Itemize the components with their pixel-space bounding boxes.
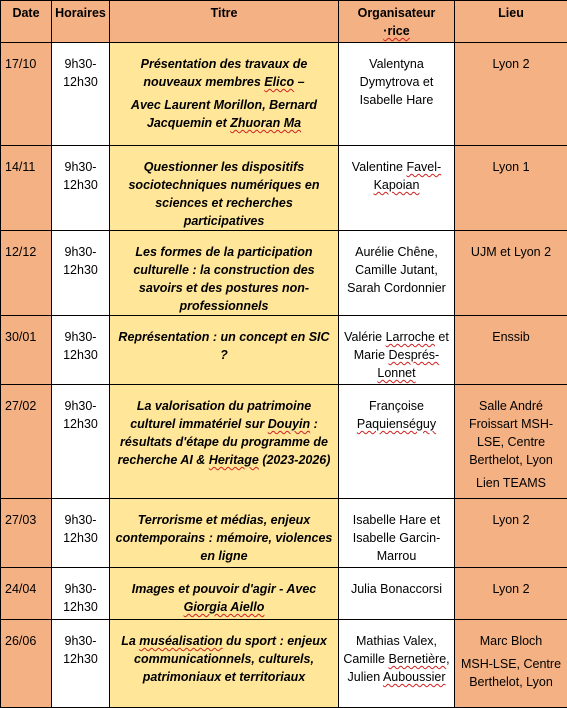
header-organizer-line1: Organisateur	[339, 4, 454, 22]
row-place: UJM et Lyon 2	[455, 231, 567, 316]
row-organizer-part: Bernetière	[388, 652, 446, 666]
row-hours	[52, 231, 110, 316]
header-organizer-line2: ·rice	[339, 22, 454, 40]
row-hours-end: 12h30	[52, 529, 109, 547]
table-row	[1, 620, 567, 708]
table-row	[1, 499, 567, 568]
row-date: 14/11	[1, 146, 52, 231]
table-row	[1, 43, 567, 146]
row-date: 26/06	[1, 620, 52, 708]
row-organizer-part: Larroche	[386, 330, 435, 344]
row-place: Enssib	[455, 316, 567, 385]
row-title-part: Zhuoran Ma	[230, 116, 301, 130]
row-date: 27/03	[1, 499, 52, 568]
row-organizer-part: Valentine	[352, 160, 407, 174]
header-row	[1, 1, 567, 43]
row-place: Lyon 2	[455, 568, 567, 620]
row-organizer-part: et Marie	[354, 330, 449, 362]
header-hours: Horaires	[52, 1, 110, 43]
row-organizer: Isabelle Hare et Isabelle Garcin-Marrou	[339, 499, 455, 568]
row-hours-start: 9h30-	[52, 632, 109, 650]
row-hours	[52, 568, 110, 620]
row-organizer: Aurélie Chêne, Camille Jutant, Sarah Cordonnier	[339, 231, 455, 316]
row-place-name: Salle André Froissart MSH-LSE, Centre Berthelot, Lyon	[457, 397, 565, 469]
row-title-part: muséalisation	[139, 634, 222, 648]
row-hours-end: 12h30	[52, 346, 109, 364]
row-organizer: Julia Bonaccorsi	[339, 568, 455, 620]
table-row	[1, 568, 567, 620]
row-date: 30/01	[1, 316, 52, 385]
table-row	[1, 385, 567, 499]
row-title-part: Elico	[264, 75, 294, 89]
row-hours-end: 12h30	[52, 176, 109, 194]
table-row	[1, 316, 567, 385]
row-organizer-part: Françoise	[369, 399, 424, 413]
row-title-part: La	[121, 634, 139, 648]
row-hours-start: 9h30-	[52, 328, 109, 346]
row-title: Questionner les dispositifs sociotechniques numériques en sciences et recherches participatives	[110, 146, 339, 231]
table-row	[1, 231, 567, 316]
row-place-detail: MSH-LSE, Centre Berthelot, Lyon	[457, 655, 565, 691]
row-title-part: Images et pouvoir d'agir - Avec	[132, 582, 317, 596]
row-place: Lyon 1	[455, 146, 567, 231]
row-organizer-part: Després-Lonnet	[377, 348, 439, 380]
row-organizer: Valentyna Dymytrova et Isabelle Hare	[339, 43, 455, 146]
row-title	[110, 43, 339, 146]
row-title-part: du sport : enjeux communicationnels, culturels, patrimoniaux et territoriaux	[134, 634, 327, 684]
row-hours-end: 12h30	[52, 598, 109, 616]
row-hours-start: 9h30-	[52, 580, 109, 598]
row-title	[110, 385, 339, 499]
header-title: Titre	[110, 1, 339, 43]
row-place-name: Marc Bloch	[457, 632, 565, 650]
row-organizer	[339, 316, 455, 385]
row-organizer-part: Paquienséguy	[357, 417, 436, 431]
row-organizer	[339, 385, 455, 499]
header-date: Date	[1, 1, 52, 43]
row-organizer-part: Favel-Kapoian	[374, 160, 442, 192]
row-hours-end: 12h30	[52, 415, 109, 433]
row-title: Représentation : un concept en SIC ?	[110, 316, 339, 385]
row-hours-start: 9h30-	[52, 158, 109, 176]
table-row	[1, 146, 567, 231]
row-hours	[52, 316, 110, 385]
row-hours	[52, 385, 110, 499]
row-date: 24/04	[1, 568, 52, 620]
row-hours-end: 12h30	[52, 73, 109, 91]
row-organizer-part: Valérie	[344, 330, 385, 344]
row-organizer-part: , Julien	[348, 652, 450, 684]
row-organizer	[339, 620, 455, 708]
row-date: 12/12	[1, 231, 52, 316]
row-hours	[52, 499, 110, 568]
header-place: Lieu	[455, 1, 567, 43]
row-title-part: Douyin	[268, 417, 310, 431]
row-place: Lyon 2	[455, 499, 567, 568]
row-title-part: Giorgia Aiello	[184, 600, 265, 614]
row-organizer	[339, 146, 455, 231]
header-organizer	[339, 1, 455, 43]
row-title-part: Heritage	[209, 453, 259, 467]
row-place: Lyon 2	[455, 43, 567, 146]
row-title-part: Avec Laurent Morillon, Bernard Jacquemin et	[131, 98, 317, 130]
row-hours-end: 12h30	[52, 261, 109, 279]
row-title: Terrorisme et médias, enjeux contemporains : mémoire, violences en ligne	[110, 499, 339, 568]
row-title	[110, 620, 339, 708]
row-place	[455, 385, 567, 499]
row-organizer-part: Auboussier	[383, 670, 446, 684]
row-hours-start: 9h30-	[52, 55, 109, 73]
row-date: 17/10	[1, 43, 52, 146]
row-title-part: –	[294, 75, 304, 89]
row-hours-start: 9h30-	[52, 397, 109, 415]
row-hours	[52, 146, 110, 231]
row-hours	[52, 43, 110, 146]
row-date: 27/02	[1, 385, 52, 499]
row-title-part: Présentation des travaux de nouveaux membres	[141, 57, 308, 89]
row-title-part: : résultats d'étape du programme de recherche AI &	[118, 417, 328, 467]
row-hours	[52, 620, 110, 708]
row-title	[110, 568, 339, 620]
row-hours-start: 9h30-	[52, 243, 109, 261]
row-title: Les formes de la participation culturelle : la construction des savoirs et des postures non-professionnels	[110, 231, 339, 316]
row-title-part: (2023-2026)	[259, 453, 331, 467]
row-place-link: Lien TEAMS	[457, 474, 565, 492]
row-hours-end: 12h30	[52, 650, 109, 668]
row-title-part: La valorisation du patrimoine culturel immatériel sur	[130, 399, 311, 431]
row-organizer-part: Mathias Valex, Camille	[343, 634, 437, 666]
row-place	[455, 620, 567, 708]
row-hours-start: 9h30-	[52, 511, 109, 529]
